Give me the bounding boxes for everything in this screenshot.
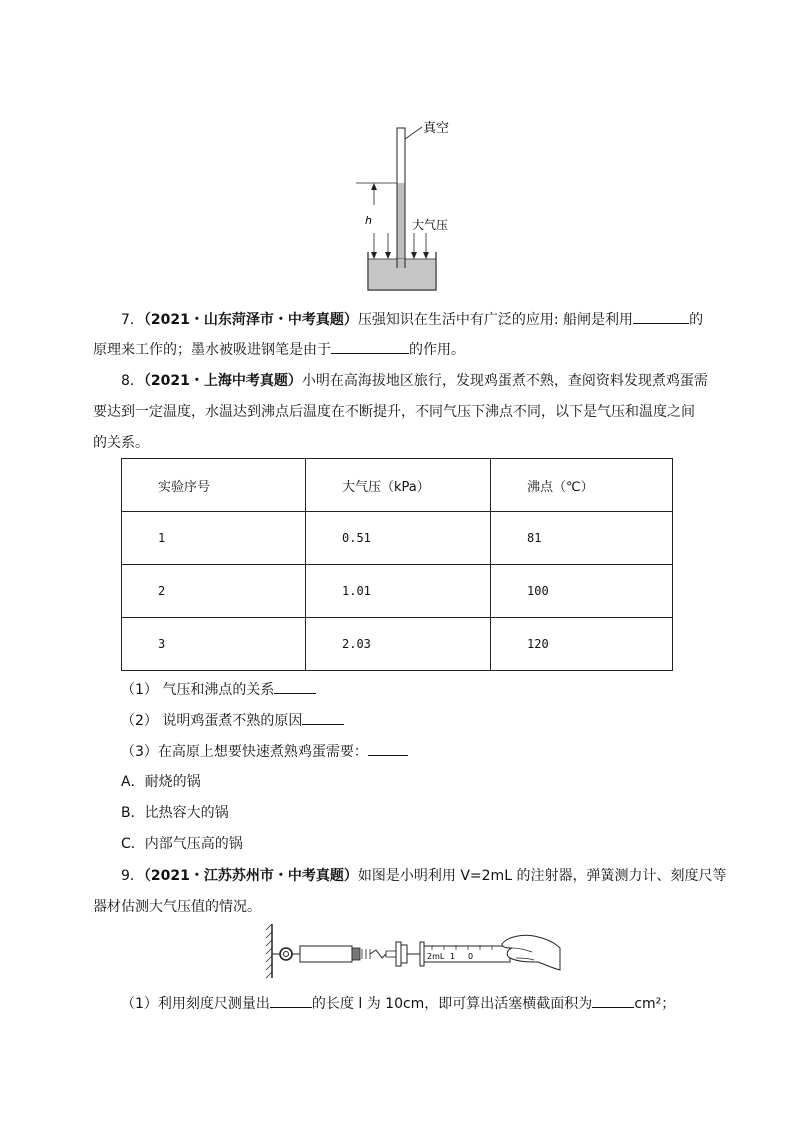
q8-number: 8．	[121, 373, 144, 389]
syringe-figure	[262, 918, 562, 984]
table-header-row	[122, 459, 673, 512]
table-cell: 100	[491, 565, 673, 618]
table-cell: 2	[122, 565, 306, 618]
q7-text-b: 的	[689, 312, 704, 328]
q8-line2: 要达到一定温度，水温达到沸点后温度在不断提升，不同气压下沸点不同，以下是气压和温度之间	[93, 404, 695, 420]
table-cell: 81	[491, 512, 673, 565]
torricelli-figure	[350, 115, 470, 295]
table-row	[122, 565, 673, 618]
q9-number: 9．	[121, 868, 144, 884]
vacuum-label: 真空	[423, 121, 450, 136]
pressure-boiling-table	[121, 458, 673, 671]
q7-text-c: 原理来工作的；墨水被吸进钢笔是由于	[93, 342, 331, 358]
q8-sub1-text: （1） 气压和沸点的关系	[121, 682, 275, 698]
table-cell: 1	[122, 512, 306, 565]
q9-sub1-text-a: （1）利用刻度尺测量出	[121, 996, 270, 1012]
table-cell: 120	[491, 618, 673, 671]
table-cell: 3	[122, 618, 306, 671]
q7-text-d: 的作用。	[409, 342, 465, 358]
q8-blank-3[interactable]	[368, 741, 408, 756]
table-header-cell: 沸点（℃）	[491, 459, 673, 512]
q7-blank-2[interactable]	[331, 339, 409, 354]
syringe-tick-0: 0	[468, 952, 474, 961]
q7-source: （2021・山东菏泽市・中考真题）	[143, 312, 358, 328]
q8-blank-2[interactable]	[302, 710, 344, 725]
table-header-cell: 大气压（kPa）	[306, 459, 491, 512]
q7-line1	[121, 309, 703, 330]
table-row	[122, 618, 673, 671]
q8-sub3-text: （3）在高原上想要快速煮熟鸡蛋需要：	[121, 744, 368, 760]
q9-sub1-text-c: cm²；	[634, 996, 676, 1012]
height-label: h	[365, 214, 372, 227]
atm-label: 大气压	[412, 218, 449, 232]
table-cell: 2.03	[306, 618, 491, 671]
q9-text-a: 如图是小明利用 V=2mL 的注射器，弹簧测力计、刻度尺等	[357, 868, 727, 884]
q7-blank-1[interactable]	[633, 309, 689, 324]
q9-blank-1[interactable]	[270, 993, 312, 1008]
q8-source: （2021・上海中考真题）	[143, 373, 302, 389]
q9-line2: 器材估测大气压值的情况。	[93, 899, 261, 915]
q8-option-b: B．比热容大的锅	[121, 805, 229, 821]
q7-number: 7．	[121, 312, 144, 328]
q8-text-line1: 小明在高海拔地区旅行，发现鸡蛋煮不熟，查阅资料发现煮鸡蛋需	[301, 373, 708, 389]
q9-blank-2[interactable]	[592, 993, 634, 1008]
q8-option-c: C．内部气压高的锅	[121, 836, 243, 852]
q8-blank-1[interactable]	[274, 679, 316, 694]
q8-sub2	[121, 710, 344, 731]
q7-line2	[93, 339, 465, 360]
table-header-cell: 实验序号	[122, 459, 306, 512]
q8-sub3	[121, 741, 408, 762]
table-row	[122, 512, 673, 565]
q9-line1	[121, 866, 726, 886]
syringe-tick-1: 1	[450, 952, 456, 961]
table-cell: 1.01	[306, 565, 491, 618]
q9-sub1-text-b: 的长度 l 为 10cm，即可算出活塞横截面积为	[311, 996, 593, 1012]
q8-sub1	[121, 679, 316, 700]
syringe-volume-label: 2mL	[427, 952, 445, 961]
q8-line3: 的关系。	[93, 435, 149, 451]
q7-text-a: 压强知识在生活中有广泛的应用: 船闸是利用	[357, 312, 634, 328]
q9-source: （2021・江苏苏州市・中考真题）	[143, 868, 358, 884]
table-cell: 0.51	[306, 512, 491, 565]
q8-sub2-text: （2） 说明鸡蛋煮不熟的原因	[121, 713, 303, 729]
q9-sub1	[121, 993, 675, 1014]
q8-option-a: A．耐烧的锅	[121, 774, 201, 790]
q8-line1	[121, 371, 708, 391]
